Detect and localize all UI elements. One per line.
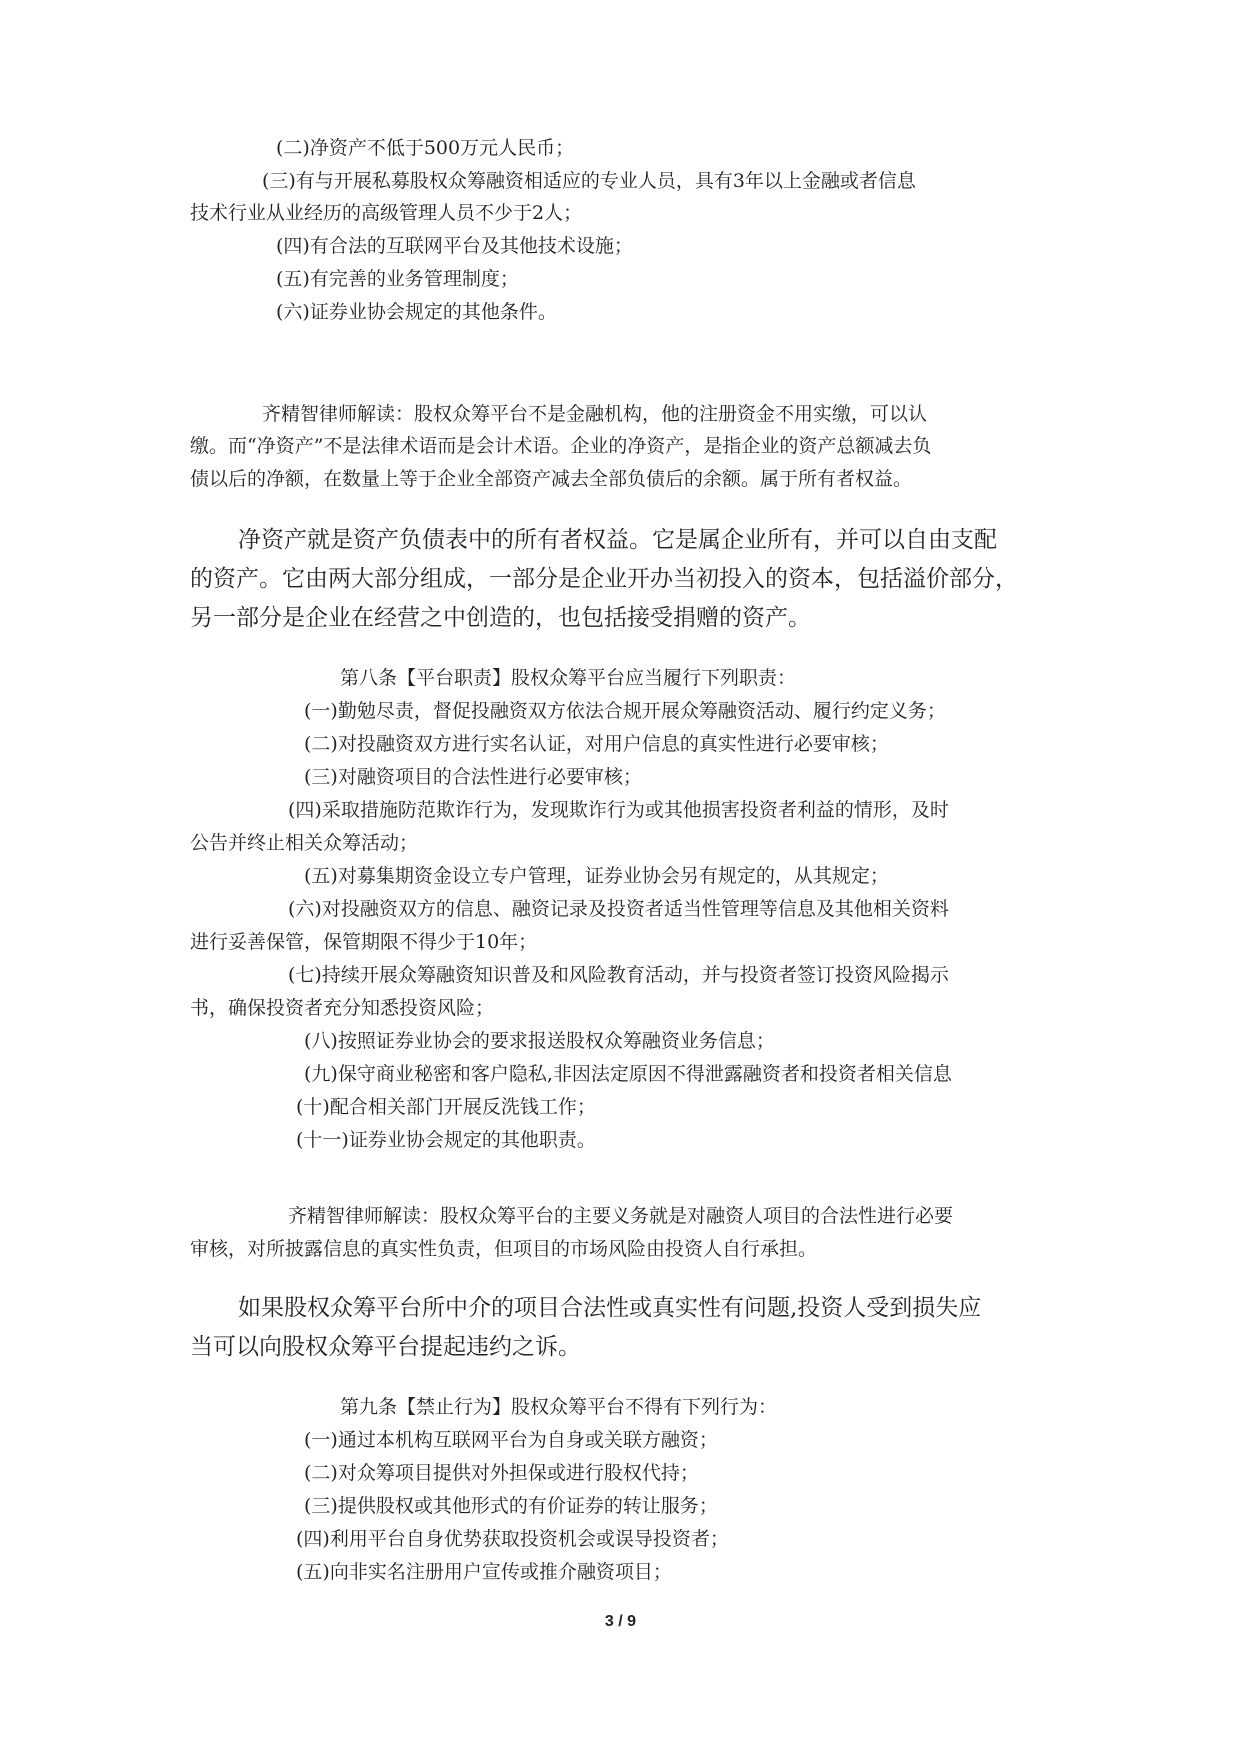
clause-line: (八)按照证券业协会的要求报送股权众筹融资业务信息； <box>304 1030 775 1052</box>
explanation-line: 净资产就是资产负债表中的所有者权益。它是属企业所有，并可以自由支配 <box>238 527 997 553</box>
clause-line: (九)保守商业秘密和客户隐私,非因法定原因不得泄露融资者和投资者相关信息 <box>304 1063 952 1085</box>
explanation-line: 如果股权众筹平台所中介的项目合法性或真实性有问题,投资人受到损失应 <box>238 1295 982 1321</box>
clause-line: 书，确保投资者充分知悉投资风险； <box>190 997 495 1019</box>
commentary-line: 审核，对所披露信息的真实性负责，但项目的市场风险由投资人自行承担。 <box>190 1238 818 1260</box>
clause-line: (四)利用平台自身优势获取投资机会或误导投资者； <box>296 1528 729 1550</box>
commentary-line: 缴。而“净资产”不是法律术语而是会计术语。企业的净资产，是指企业的资产总额减去负 <box>190 435 932 457</box>
clause-line: 技术行业从业经历的高级管理人员不少于2人； <box>190 202 583 224</box>
clause-line: (五)向非实名注册用户宣传或推介融资项目； <box>296 1561 672 1583</box>
article-heading: 第九条【禁止行为】股权众筹平台不得有下列行为： <box>340 1396 778 1418</box>
page-number: 3 / 9 <box>604 1613 637 1630</box>
clause-line: (三)有与开展私募股权众筹融资相适应的专业人员，具有3年以上金融或者信息 <box>262 170 916 192</box>
clause-line: (一)通过本机构互联网平台为自身或关联方融资； <box>304 1429 718 1451</box>
clause-line: (五)有完善的业务管理制度； <box>276 268 519 290</box>
clause-line: (二)对众筹项目提供对外担保或进行股权代持； <box>304 1462 699 1484</box>
clause-line: 公告并终止相关众筹活动； <box>190 832 419 854</box>
clause-line: (二)净资产不低于500万元人民币； <box>276 137 575 159</box>
clause-line: (二)对投融资双方进行实名认证，对用户信息的真实性进行必要审核； <box>304 733 889 755</box>
clause-line: (五)对募集期资金设立专户管理，证券业协会另有规定的，从其规定； <box>304 865 889 887</box>
clause-line: (四)采取措施防范欺诈行为，发现欺诈行为或其他损害投资者利益的情形，及时 <box>288 799 949 821</box>
clause-line: (三)提供股权或其他形式的有价证券的转让服务； <box>304 1495 718 1517</box>
clause-line: 进行妥善保管，保管期限不得少于10年； <box>190 931 538 953</box>
clause-line: (六)对投融资双方的信息、融资记录及投资者适当性管理等信息及其他相关资料 <box>288 898 949 920</box>
explanation-line: 当可以向股权众筹平台提起违约之诉。 <box>190 1334 581 1360</box>
clause-line: (一)勤勉尽责，督促投融资双方依法合规开展众筹融资活动、履行约定义务； <box>304 700 946 722</box>
clause-line: (七)持续开展众筹融资知识普及和风险教育活动，并与投资者签订投资风险揭示 <box>288 964 949 986</box>
clause-line: (三)对融资项目的合法性进行必要审核； <box>304 766 642 788</box>
commentary-line: 齐精智律师解读：股权众筹平台不是金融机构，他的注册资金不用实缴，可以认 <box>262 403 928 425</box>
commentary-line: 齐精智律师解读：股权众筹平台的主要义务就是对融资人项目的合法性进行必要 <box>288 1205 954 1227</box>
explanation-line: 的资产。它由两大部分组成，一部分是企业开办当初投入的资本，包括溢价部分， <box>190 566 1018 592</box>
clause-line: (四)有合法的互联网平台及其他技术设施； <box>276 235 633 257</box>
commentary-line: 债以后的净额，在数量上等于企业全部资产减去全部负债后的余额。属于所有者权益。 <box>190 468 913 490</box>
explanation-line: 另一部分是企业在经营之中创造的，也包括接受捐赠的资产。 <box>190 605 811 631</box>
clause-line: (十一)证券业协会规定的其他职责。 <box>296 1129 596 1151</box>
clause-line: (六)证券业协会规定的其他条件。 <box>276 301 557 323</box>
clause-line: (十)配合相关部门开展反洗钱工作； <box>296 1096 596 1118</box>
article-heading: 第八条【平台职责】股权众筹平台应当履行下列职责： <box>340 667 797 689</box>
